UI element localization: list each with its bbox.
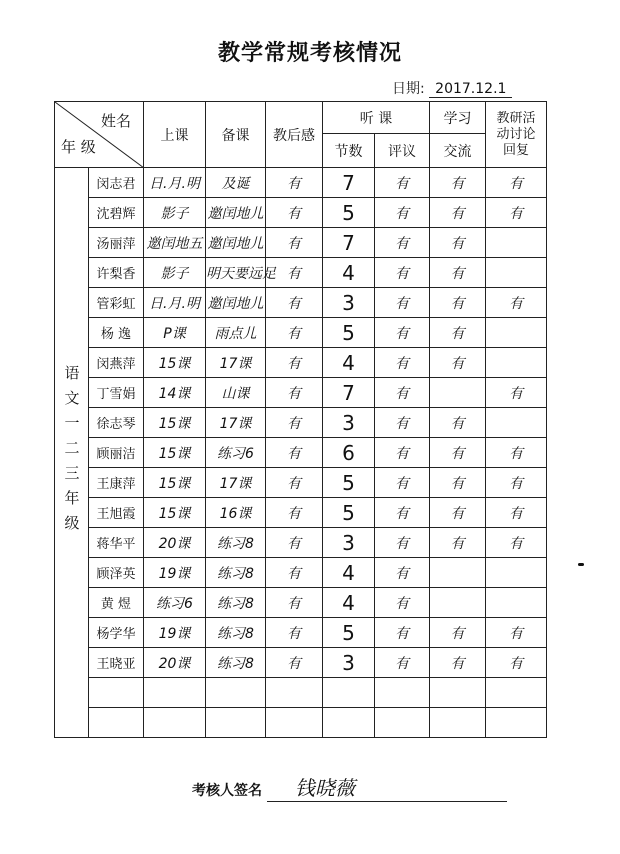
comment-cell: 有 — [375, 618, 430, 648]
name-grade-corner-header — [55, 102, 144, 168]
research-cell: 有 — [486, 498, 547, 528]
table-row — [55, 528, 547, 558]
teacher-name-cell: 闵志君 — [89, 168, 144, 198]
table-row — [55, 228, 547, 258]
prepare-cell — [206, 678, 266, 708]
prepare-cell: 练习8 — [206, 648, 266, 678]
research-cell — [486, 258, 547, 288]
research-cell: 有 — [486, 288, 547, 318]
sessions-cell: 5 — [323, 498, 375, 528]
research-cell — [486, 408, 547, 438]
grade-group-cell: 语文一二三年级 — [55, 168, 89, 738]
comment-cell: 有 — [375, 288, 430, 318]
table-row — [55, 678, 547, 708]
study-cell — [430, 588, 486, 618]
study-cell: 有 — [430, 648, 486, 678]
date-line — [392, 78, 512, 98]
sessions-cell: 4 — [323, 558, 375, 588]
lecture-cell: 邀闰地五 — [144, 228, 206, 258]
research-cell: 有 — [486, 648, 547, 678]
table-row — [55, 198, 547, 228]
study-cell: 有 — [430, 408, 486, 438]
table-row — [55, 708, 547, 738]
comment-cell: 有 — [375, 408, 430, 438]
reflection-cell: 有 — [266, 258, 323, 288]
reflection-cell: 有 — [266, 558, 323, 588]
sessions-cell: 4 — [323, 258, 375, 288]
sessions-cell: 6 — [323, 438, 375, 468]
reflection-cell: 有 — [266, 378, 323, 408]
study-cell: 有 — [430, 228, 486, 258]
table-row — [55, 288, 547, 318]
page-title: 教学常规考核情况 — [217, 40, 402, 66]
ink-mark — [578, 563, 584, 566]
table-row — [55, 588, 547, 618]
sessions-cell: 5 — [323, 198, 375, 228]
teacher-name-cell: 沈碧辉 — [89, 198, 144, 228]
teacher-name-cell: 顾丽洁 — [89, 438, 144, 468]
study-cell: 有 — [430, 258, 486, 288]
sessions-cell: 3 — [323, 528, 375, 558]
sessions-cell: 3 — [323, 648, 375, 678]
comment-cell: 有 — [375, 258, 430, 288]
lecture-cell: 15课 — [144, 438, 206, 468]
sessions-cell: 7 — [323, 228, 375, 258]
comment-cell: 有 — [375, 318, 430, 348]
research-cell: 有 — [486, 168, 547, 198]
signature-line — [192, 772, 507, 802]
teacher-name-cell: 许梨香 — [89, 258, 144, 288]
comment-cell: 有 — [375, 348, 430, 378]
prepare-cell: 练习8 — [206, 588, 266, 618]
teacher-name-cell: 顾泽英 — [89, 558, 144, 588]
reflection-cell: 有 — [266, 498, 323, 528]
prepare-cell: 练习6 — [206, 438, 266, 468]
grade-header: 年 级 — [61, 138, 96, 156]
study-cell: 有 — [430, 618, 486, 648]
comment-cell: 有 — [375, 438, 430, 468]
study-cell: 有 — [430, 288, 486, 318]
listen-header: 听 课 — [323, 102, 430, 134]
reflection-cell: 有 — [266, 168, 323, 198]
study-cell — [430, 708, 486, 738]
research-cell — [486, 318, 547, 348]
teacher-name-cell: 王晓亚 — [89, 648, 144, 678]
study-header: 学习 — [430, 102, 486, 134]
reflection-cell: 有 — [266, 198, 323, 228]
study-cell: 有 — [430, 438, 486, 468]
prepare-cell: 邀闰地儿 — [206, 228, 266, 258]
reflection-cell — [266, 678, 323, 708]
reflection-cell: 有 — [266, 438, 323, 468]
prepare-cell: 练习8 — [206, 618, 266, 648]
lecture-cell: 15课 — [144, 468, 206, 498]
table-row — [55, 558, 547, 588]
teacher-name-cell: 黄 煜 — [89, 588, 144, 618]
prepare-cell: 及诞 — [206, 168, 266, 198]
comment-cell: 有 — [375, 198, 430, 228]
reflection-cell: 有 — [266, 348, 323, 378]
research-cell: 有 — [486, 378, 547, 408]
sessions-cell: 5 — [323, 318, 375, 348]
research-cell — [486, 708, 547, 738]
reflection-cell: 有 — [266, 648, 323, 678]
table-body — [55, 168, 547, 738]
comment-cell: 有 — [375, 528, 430, 558]
lecture-cell: 20课 — [144, 528, 206, 558]
lecture-cell: 15课 — [144, 348, 206, 378]
teacher-name-cell: 徐志琴 — [89, 408, 144, 438]
research-cell — [486, 228, 547, 258]
teacher-name-cell: 闵燕萍 — [89, 348, 144, 378]
table-row — [55, 318, 547, 348]
reflection-header: 教后感 — [266, 102, 323, 168]
comment-cell: 有 — [375, 648, 430, 678]
research-header-line3: 回复 — [503, 142, 530, 158]
research-cell — [486, 588, 547, 618]
study-cell — [430, 558, 486, 588]
sessions-cell — [323, 678, 375, 708]
teacher-name-cell: 管彩虹 — [89, 288, 144, 318]
inspection-table — [54, 101, 547, 738]
table-row — [55, 258, 547, 288]
prepare-cell: 17课 — [206, 408, 266, 438]
lecture-cell: 影子 — [144, 258, 206, 288]
reflection-cell: 有 — [266, 618, 323, 648]
date-label: 日期: — [392, 81, 425, 97]
table-row — [55, 498, 547, 528]
prepare-cell: 雨点儿 — [206, 318, 266, 348]
sessions-cell: 4 — [323, 348, 375, 378]
comment-cell: 有 — [375, 168, 430, 198]
prepare-cell: 邀闰地儿 — [206, 198, 266, 228]
research-cell — [486, 558, 547, 588]
research-cell — [486, 348, 547, 378]
comment-cell: 有 — [375, 468, 430, 498]
prepare-cell: 练习8 — [206, 528, 266, 558]
prepare-cell: 16课 — [206, 498, 266, 528]
table-row — [55, 408, 547, 438]
comment-cell: 有 — [375, 378, 430, 408]
teacher-name-cell — [89, 708, 144, 738]
reflection-cell: 有 — [266, 528, 323, 558]
sessions-cell: 3 — [323, 288, 375, 318]
research-cell — [486, 678, 547, 708]
reflection-cell: 有 — [266, 468, 323, 498]
reflection-cell: 有 — [266, 228, 323, 258]
study-cell: 有 — [430, 498, 486, 528]
lecture-cell: 20课 — [144, 648, 206, 678]
research-header-line1: 教研活 — [496, 110, 536, 126]
research-cell: 有 — [486, 468, 547, 498]
sessions-cell: 4 — [323, 588, 375, 618]
lecture-cell: 影子 — [144, 198, 206, 228]
signature-label: 考核人签名 — [192, 783, 262, 799]
comment-cell: 有 — [375, 588, 430, 618]
study-cell: 有 — [430, 198, 486, 228]
research-cell: 有 — [486, 618, 547, 648]
research-cell: 有 — [486, 438, 547, 468]
teacher-name-cell: 蒋华平 — [89, 528, 144, 558]
sessions-header: 节数 — [323, 134, 375, 168]
study-cell: 有 — [430, 528, 486, 558]
prepare-header: 备课 — [206, 102, 266, 168]
research-header-line2: 动讨论 — [496, 126, 536, 142]
sessions-cell — [323, 708, 375, 738]
lecture-cell — [144, 708, 206, 738]
comment-cell: 有 — [375, 228, 430, 258]
reflection-cell: 有 — [266, 318, 323, 348]
study-cell: 有 — [430, 168, 486, 198]
teacher-name-cell: 杨 逸 — [89, 318, 144, 348]
lecture-cell: P课 — [144, 318, 206, 348]
study-cell: 有 — [430, 468, 486, 498]
name-header: 姓名 — [100, 112, 131, 130]
reflection-cell: 有 — [266, 288, 323, 318]
prepare-cell: 17课 — [206, 348, 266, 378]
study-cell: 有 — [430, 318, 486, 348]
lecture-cell: 15课 — [144, 498, 206, 528]
prepare-cell: 山课 — [206, 378, 266, 408]
lecture-cell: 19课 — [144, 618, 206, 648]
research-cell: 有 — [486, 198, 547, 228]
table-row — [55, 438, 547, 468]
prepare-cell: 邀闰地儿 — [206, 288, 266, 318]
sessions-cell: 7 — [323, 378, 375, 408]
research-cell: 有 — [486, 528, 547, 558]
table-row — [55, 348, 547, 378]
lecture-cell: 19课 — [144, 558, 206, 588]
comment-cell: 有 — [375, 498, 430, 528]
sessions-cell: 5 — [323, 618, 375, 648]
table-row — [55, 648, 547, 678]
sessions-cell: 3 — [323, 408, 375, 438]
signature-value: 钱晓薇 — [267, 772, 507, 802]
prepare-cell — [206, 708, 266, 738]
reflection-cell: 有 — [266, 588, 323, 618]
prepare-cell: 17课 — [206, 468, 266, 498]
comment-cell: 有 — [375, 558, 430, 588]
date-value: 2017.12.1 — [429, 81, 512, 98]
research-header — [486, 102, 547, 168]
lecture-cell: 14课 — [144, 378, 206, 408]
teacher-name-cell — [89, 678, 144, 708]
prepare-cell: 练习8 — [206, 558, 266, 588]
teacher-name-cell: 丁雪娟 — [89, 378, 144, 408]
prepare-cell: 明天要远足 — [206, 258, 266, 288]
study-cell — [430, 678, 486, 708]
table-row — [55, 618, 547, 648]
lecture-cell — [144, 678, 206, 708]
sessions-cell: 7 — [323, 168, 375, 198]
comment-cell — [375, 708, 430, 738]
reflection-cell: 有 — [266, 408, 323, 438]
lecture-cell: 练习6 — [144, 588, 206, 618]
exchange-header: 交流 — [430, 134, 486, 168]
study-cell — [430, 378, 486, 408]
lecture-cell: 日.月.明 — [144, 168, 206, 198]
teacher-name-cell: 汤丽萍 — [89, 228, 144, 258]
comment-header: 评议 — [375, 134, 430, 168]
comment-cell — [375, 678, 430, 708]
lecture-cell: 日.月.明 — [144, 288, 206, 318]
lecture-cell: 15课 — [144, 408, 206, 438]
teacher-name-cell: 王康萍 — [89, 468, 144, 498]
table-row — [55, 378, 547, 408]
study-cell: 有 — [430, 348, 486, 378]
reflection-cell — [266, 708, 323, 738]
table-row — [55, 168, 547, 198]
teacher-name-cell: 杨学华 — [89, 618, 144, 648]
teacher-name-cell: 王旭霞 — [89, 498, 144, 528]
sessions-cell: 5 — [323, 468, 375, 498]
lecture-header: 上课 — [144, 102, 206, 168]
table-row — [55, 468, 547, 498]
